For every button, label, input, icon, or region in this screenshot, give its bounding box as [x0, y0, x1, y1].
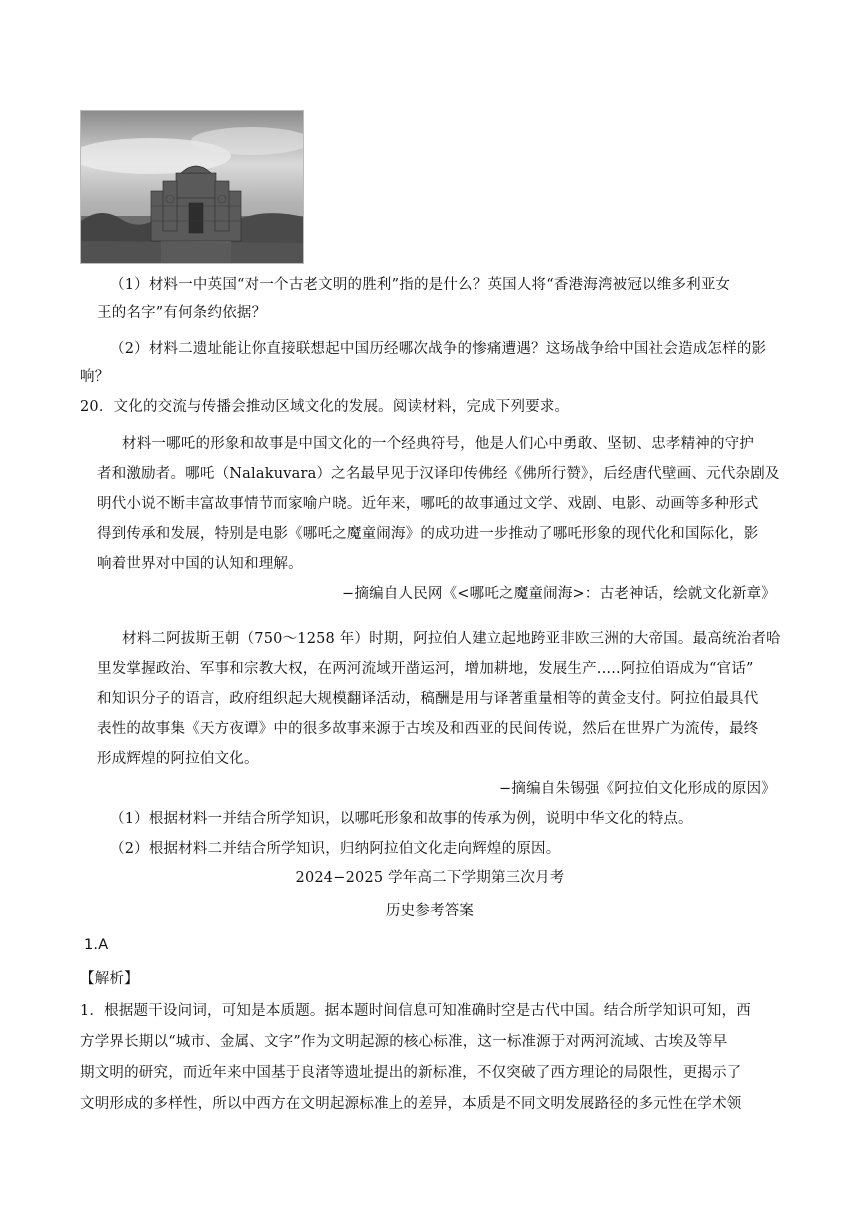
q20-q1: （1）根据材料一并结合所学知识，以哪吒形象和故事的传承为例，说明中华文化的特点。	[110, 811, 693, 827]
q19-q1-line2: 王的名字”有何条约依据？	[97, 305, 267, 321]
answer-item-1: 1.A	[84, 937, 109, 953]
ruins-photo	[80, 110, 304, 264]
q19-q1-line1: （1）材料一中英国“对一个古老文明的胜利”指的是什么？英国人将“香港海湾被冠以维多利亚女	[110, 277, 731, 293]
q20-m1-line: 材料一哪吒的形象和故事是中国文化的一个经典符号，他是人们心中勇敢、坚韧、忠孝精神的守护	[122, 436, 755, 452]
analysis-line: 文明形成的多样性，所以中西方在文明起源标准上的差异，本质是不同文明发展路径的多元性在学术领	[80, 1096, 742, 1112]
analysis-line: 1．根据题干设问词，可知是本质题。据本题时间信息可知准确时空是古代中国。结合所学知识可知，西	[80, 1003, 751, 1019]
q20-m2-line: 表性的故事集《天方夜谭》中的很多故事来源于古埃及和西亚的民间传说，然后在世界广为流传，最终	[97, 721, 759, 737]
q20-stem: 20．文化的交流与传播会推动区域文化的发展。阅读材料，完成下列要求。	[80, 399, 570, 415]
analysis-label: 【解析】	[80, 971, 139, 987]
q20-q2: （2）根据材料二并结合所学知识，归纳阿拉伯文化走向辉煌的原因。	[110, 841, 561, 857]
analysis-line: 期文明的研究，而近年来中国基于良渚等遗址提出的新标准，不仅突破了西方理论的局限性，更揭示了	[80, 1065, 742, 1081]
q20-m2-line: 材料二阿拔斯王朝（750～1258 年）时期，阿拉伯人建立起地跨亚非欧三洲的大帝国。最高统治者哈	[122, 631, 781, 647]
q20-m2-line: 形成辉煌的阿拉伯文化。	[97, 751, 259, 767]
answer-subtitle: 历史参考答案	[385, 903, 475, 919]
q20-m2-source: −摘编自朱锡强《阿拉伯文化形成的原因》	[499, 781, 776, 797]
q20-m2-line: 和知识分子的语言，政府组织起大规模翻译活动，稿酬是用与译著重量相等的黄金支付。阿拉伯最具代	[97, 691, 759, 707]
q20-m1-line: 明代小说不断丰富故事情节而家喻户晓。近年来，哪吒的故事通过文学、戏剧、电影、动画等多种形式	[97, 496, 759, 512]
q20-m2-line: 里发掌握政治、军事和宗教大权，在两河流域开凿运河，增加耕地，发展生产.....阿拉伯语成为“官话”	[97, 661, 754, 677]
q19-q2-line1: （2）材料二遗址能让你直接联想起中国历经哪次战争的惨痛遭遇？这场战争给中国社会造成怎样的影	[110, 341, 767, 357]
q20-m1-line: 响着世界对中国的认知和理解。	[97, 556, 303, 572]
q20-m1-source: −摘编自人民网《<哪吒之魔童闹海>：古老神话，绘就文化新章》	[342, 586, 776, 602]
q19-q2-line2: 响？	[80, 369, 110, 385]
answer-title: 2024−2025 学年高二下学期第三次月考	[295, 870, 565, 886]
analysis-line: 方学界长期以“城市、金属、文字”作为文明起源的核心标准，这一标准源于对两河流域、古埃及等早	[80, 1034, 728, 1050]
q20-m1-line: 得到传承和发展，特别是电影《哪吒之魔童闹海》的成功进一步推动了哪吒形象的现代化和国际化，影	[97, 526, 759, 542]
q20-m1-line: 者和激励者。哪吒（Nalakuvara）之名最早见于汉译印传佛经《佛所行赞》，后经唐代壁画、元代杂剧及	[97, 466, 780, 482]
